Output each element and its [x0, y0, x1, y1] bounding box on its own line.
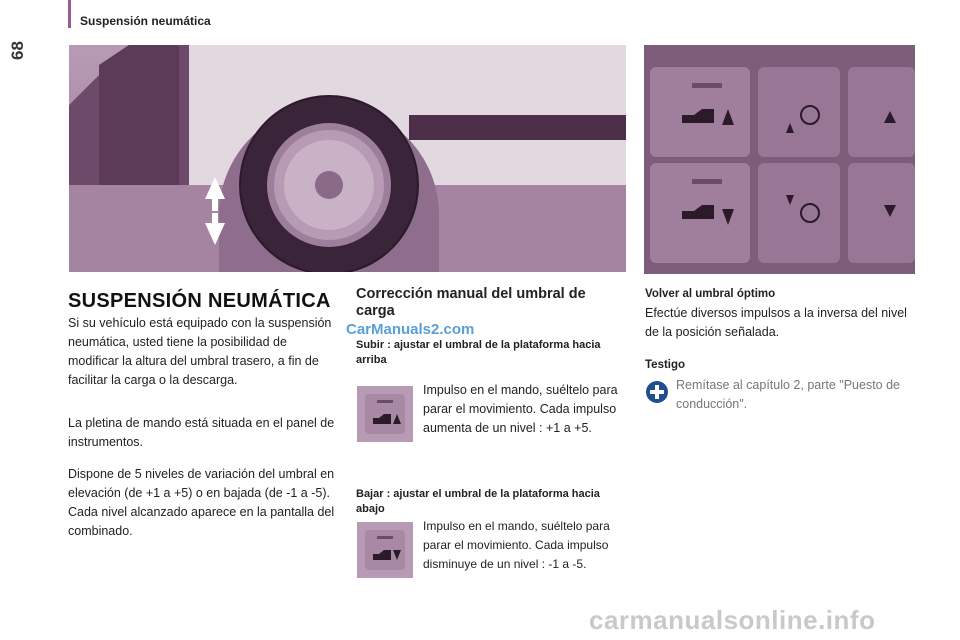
watermark-bottom: carmanualsonline.info — [589, 605, 876, 635]
indicator-description: Remítase al capítulo 2, parte "Puesto de conducción". — [676, 378, 901, 411]
lower-title: Bajar : ajustar el umbral de la plataforma hacia abajo — [356, 488, 600, 515]
suspension-photo — [69, 45, 626, 272]
raise-description: Impulso en el mando, suéltelo para parar el movimiento. Cada impulso aumenta de un nivel : +1 a +5. — [423, 383, 618, 435]
indicator-title: Testigo — [645, 359, 686, 371]
raise-button-image — [357, 386, 413, 442]
control-panel-photo — [644, 45, 915, 274]
optimal-title: Volver al umbral óptimo — [645, 288, 776, 300]
plus-note-icon — [646, 381, 668, 403]
correction-title: Corrección manual del umbral de carga — [356, 286, 586, 319]
section-header: Suspensión neumática — [80, 14, 211, 28]
control-buttons-illustration — [644, 45, 915, 274]
main-title: SUSPENSIÓN NEUMÁTICA — [68, 290, 331, 312]
wheel-illustration — [69, 45, 626, 272]
intro-paragraph: Si su vehículo está equipado con la suspensión neumática, usted tiene la posibilidad de modificar la altura del umbral trasero, a fin de facilitar la carga o la descarga. — [68, 316, 332, 387]
optimal-description: Efectúe diversos impulsos a la inversa del nivel de la posición señalada. — [645, 306, 907, 339]
levels-paragraph: Dispone de 5 niveles de variación del umbral en elevación (de +1 a +5) o en bajada (de -1 a -5). Cada nivel alcanzado aparece en la pantalla del combinado. — [68, 467, 335, 538]
page-number: 68 — [8, 41, 27, 60]
header-accent-line — [68, 0, 71, 28]
lower-button-image — [357, 522, 413, 578]
lower-description: Impulso en el mando, suéltelo para parar el movimiento. Cada impulso disminuye de un nivel : -1 a -5. — [423, 519, 610, 571]
watermark-top: CarManuals2.com — [346, 321, 475, 338]
location-paragraph: La pletina de mando está situada en el panel de instrumentos. — [68, 416, 335, 449]
raise-title: Subir : ajustar el umbral de la plataforma hacia arriba — [356, 339, 601, 366]
